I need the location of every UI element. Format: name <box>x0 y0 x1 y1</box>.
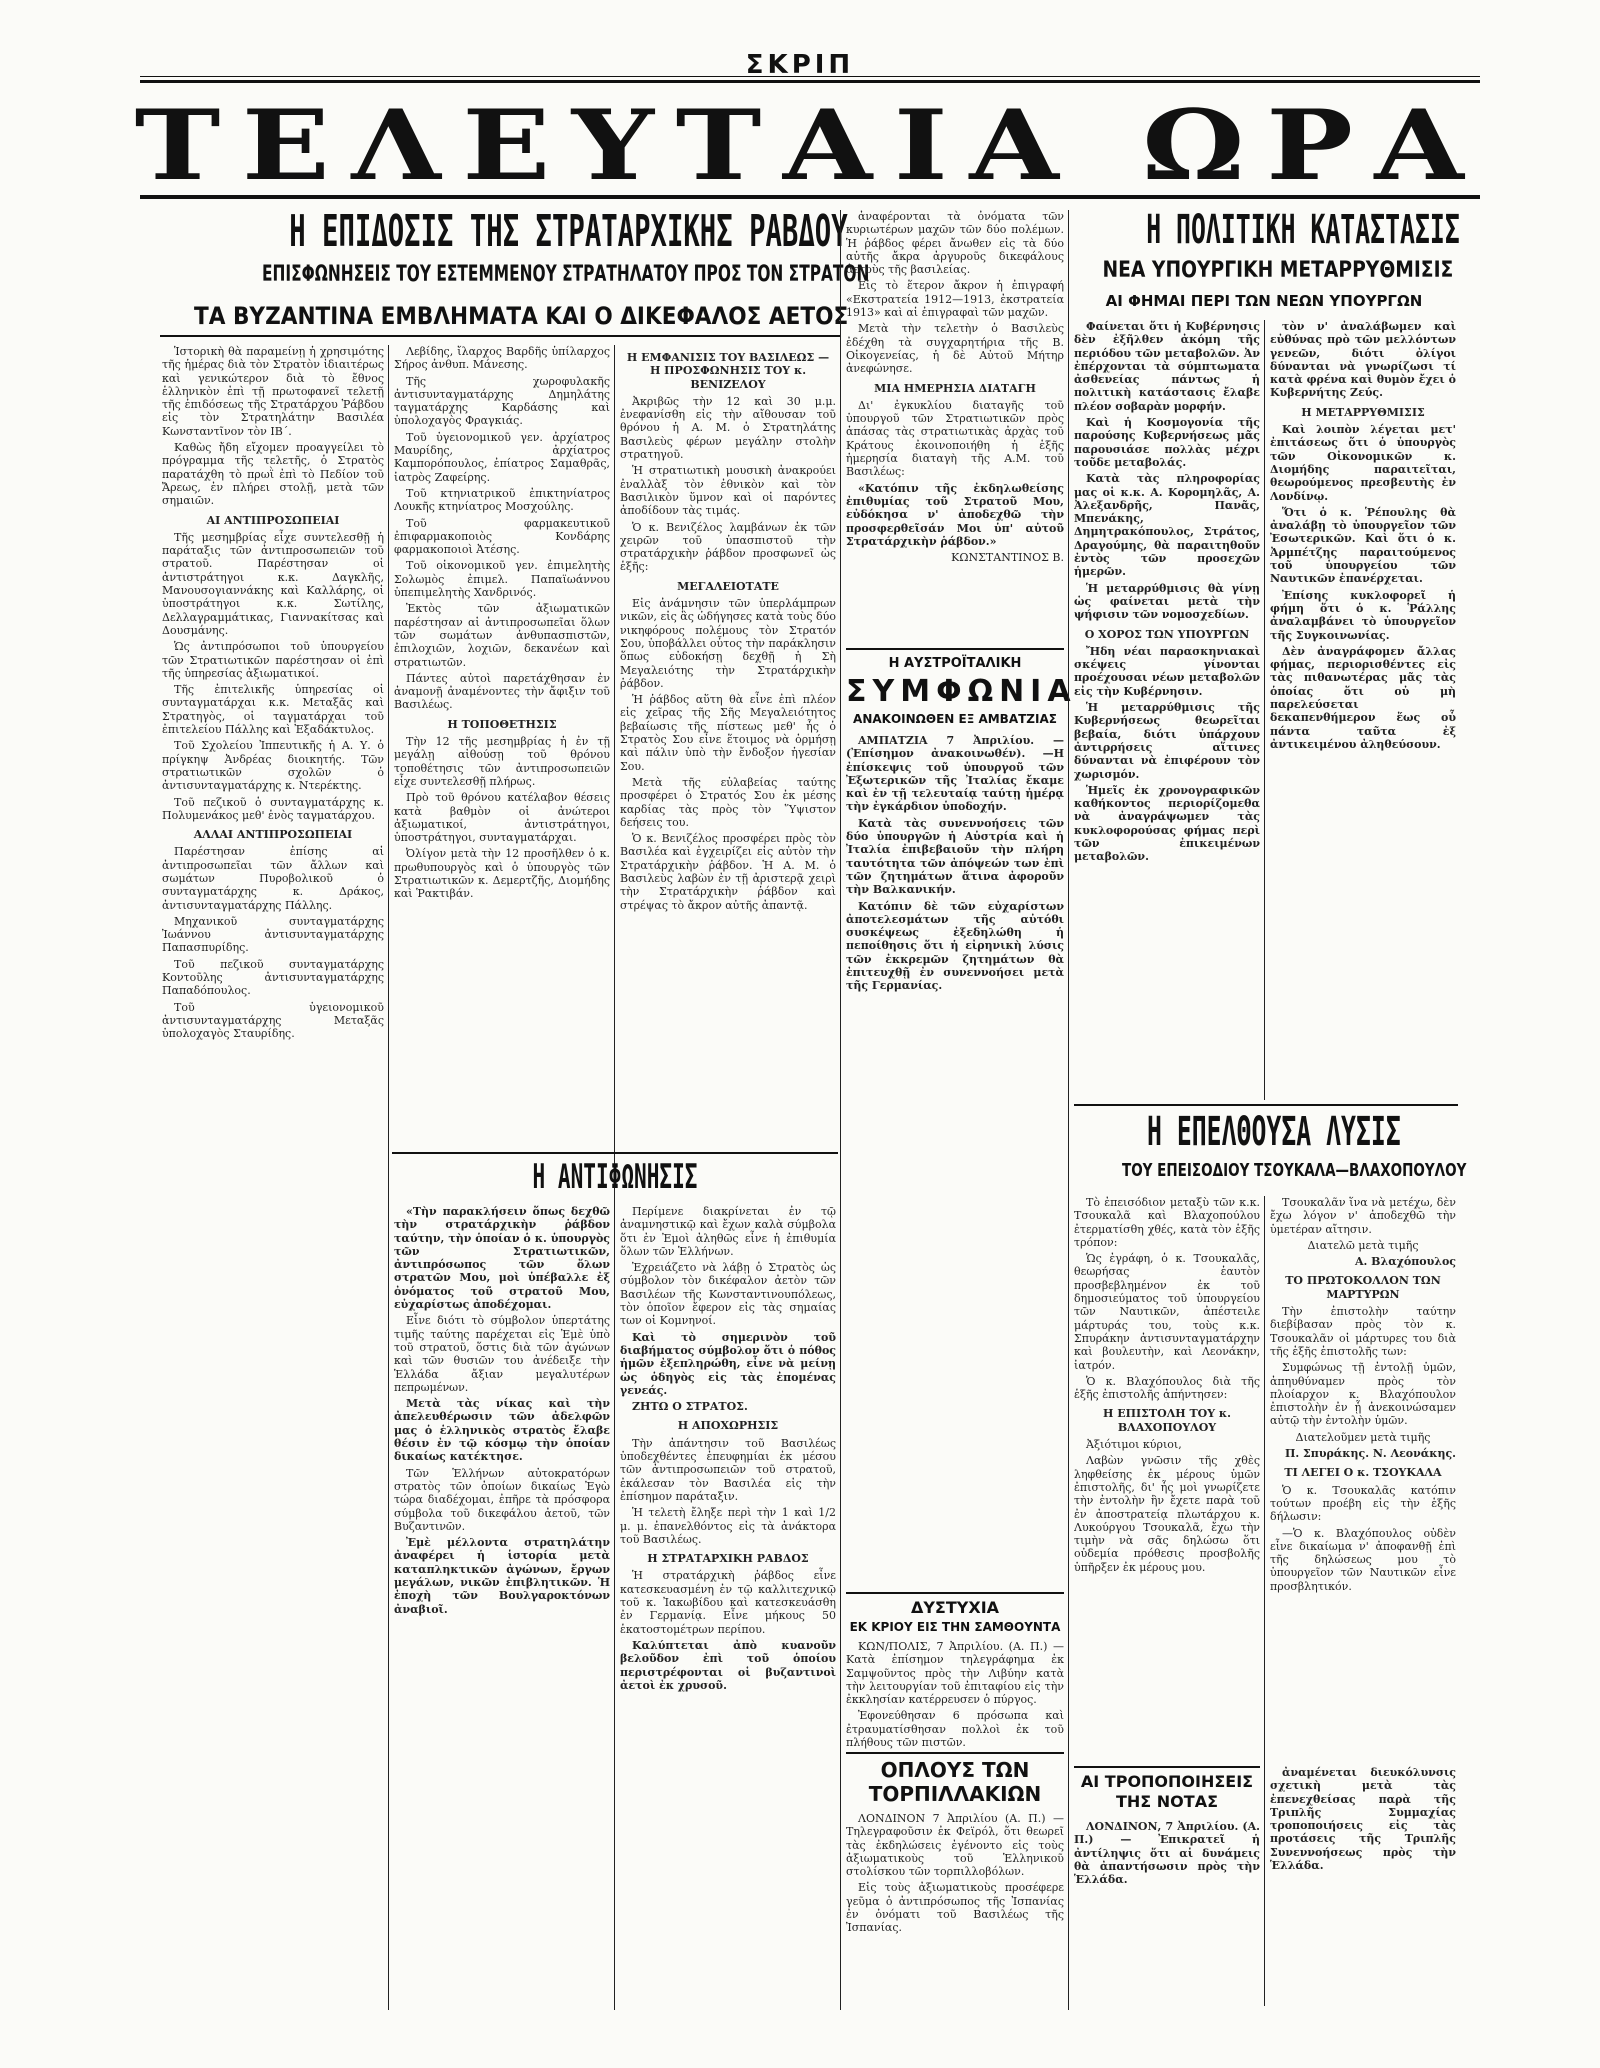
paragraph: Τὴν ἀπάντησιν τοῦ Βασιλέως ὑποδεχθέντες ἐπευφημίαι ἐκ μέσου τῶν ἀντιπροσωπειῶν τοῦ στρατοῦ, ἐκάλεσαν τὸν Βασιλέα εἰς τὴν ἐπίσημον παράταξιν. <box>620 1436 836 1503</box>
paragraph: Τοῦ Σχολείου Ἰππευτικῆς ἡ Α. Υ. ὁ πρίγκηψ Ἀνδρέας διοικητής. Τῶν στρατιωτικῶν σχολῶν ὁ ἀντισυνταγματάρχης κ. Ντερέκτης. <box>162 739 384 793</box>
paragraph: Λεβίδης, ἴλαρχος Βαρδῆς ὑπίλαρχος Σήρος ἀνθυπ. Μάνεσης. <box>394 345 610 372</box>
paragraph: Ἀξιότιμοι κύριοι, <box>1086 1438 1182 1452</box>
agreement-kicker: Η ΑΥΣΤΡΟΪΤΑΛΙΚΗ <box>888 656 1022 671</box>
antifonisis-headline: Η ΑΝΤΙΦΩΝΗΣΙΣ <box>532 1157 698 1197</box>
paragraph: Ἐκτὸς τῶν ἀξιωματικῶν παρέστησαν αἱ ἀντιπροσωπεῖαι ὅλων τῶν σωμάτων ἀνθυπασπιστῶν, ἐπιλοχιῶν, λοχιῶν, δεκανέων καὶ στρατιωτῶν. <box>394 602 610 669</box>
section-heading: Η ΕΜΦΑΝΙΣΙΣ ΤΟΥ ΒΑΣΙΛΕΩΣ — Η ΠΡΟΣΦΩΝΗΣΙΣ ΤΟΥ κ. ΒΕΝΙΖΕΛΟΥ <box>626 351 830 391</box>
politics-subdeck: ΑΙ ΦΗΜΑΙ ΠΕΡΙ ΤΩΝ ΝΕΩΝ ΥΠΟΥΡΓΩΝ <box>1105 292 1423 310</box>
torpedo-rule <box>846 1752 1064 1754</box>
lead-deck-wrap <box>160 262 870 287</box>
paragraph: Τῆς ἐπιτελικῆς ὑπηρεσίας οἱ συνταγματάρχαι κ.κ. Μεταξᾶς καὶ Στρατηγὸς, οἱ ταγματάρχαι τοῦ ἐπιτελείου Πάλλης καὶ Ἐξαδάκτυλος. <box>162 683 384 737</box>
signature: Α. Βλαχόπουλος <box>1354 1255 1456 1269</box>
section-heading: ΑΙ ΑΝΤΙΠΡΟΣΩΠΕΙΑΙ <box>206 513 340 527</box>
paragraph: ΑΜΠΑΤΖΙΑ 7 Ἀπριλίου. — (Ἐπίσημον ἀνακοινωθέν). —Η ἐπίσκεψις τοῦ ὑπουργοῦ τῶν Ἐξωτερικῶν τῆς Ἰταλίας ἔκαμε καὶ ἐν τῇ τελευταίᾳ ταύτῃ ἡμέρᾳ τὴν ἐγκάρδιον ὑποδοχήν. <box>846 734 1064 814</box>
lead-subdeck-wrap <box>160 302 849 330</box>
paragraph: Ὁ κ. Τσουκαλᾶς κατόπιν τούτων προέβη εἰς τὴν ἑξῆς δήλωσιν: <box>1270 1483 1456 1524</box>
politics-deck: ΝΕΑ ΥΠΟΥΡΓΙΚΗ ΜΕΤΑΡΡΥΘΜΙΣΙΣ <box>1102 258 1454 283</box>
paragraph: Ἡ στρατάρχικὴ ῥάβδος εἶνε κατεσκευασμένη ἐν τῷ καλλιτεχνικῷ τοῦ κ. Ἰακωβίδου καὶ κατεσκευάσθη ἐν Γερμανίᾳ. Εἶνε μήκους 50 ἑκατοστομέτρων περίπου. <box>620 1569 836 1636</box>
paragraph: Μετὰ τὴν τελετὴν ὁ Βασιλεὺς ἐδέχθη τὰ συγχαρητήρια τῆς Β. Οἰκογενείας, ἡ δὲ Αὐτοῦ Μήτηρ ἀνεφώνησε. <box>846 322 1064 376</box>
section-heading: ΜΕΓΑΛΕΙΟΤΑΤΕ <box>677 579 779 593</box>
paragraph: Μετὰ τῆς εὐλαβείας ταύτης προσφέρει ὁ Στρατός Σου ἐκ μέσης καρδίας τὰς πρὸς τὸν Ὕψιστον δεήσεις του. <box>620 775 836 829</box>
paragraph: Εἰς τὸ ἕτερον ἄκρον ἡ ἐπιγραφή «Εκστρατεία 1912—1913, ἐκστρατεία 1913» καὶ αἱ ἐπιγραφαὶ τῶν μαχῶν. <box>846 279 1064 320</box>
paragraph: ἀναμένεται διευκόλυνσις σχετικὴ μετὰ τὰς ἐπενεχθείσας παρὰ τῆς Τριπλῆς Συμμαχίας τροποποιήσεις εἰς τὰς προτάσεις τῆς Τριπλῆς Συνεννοήσεως πρὸς τὴν Ἑλλάδα. <box>1270 1766 1456 1873</box>
agreement-headline: ΣΥΜΦΩΝΙΑ <box>846 674 1077 709</box>
paragraph: Κατόπιν δὲ τῶν εὐχαρίστων ἀποτελεσμάτων τῆς αὐτόθι συσκέψεως ἐξεδηλώθη ἡ πεποίθησις ὅτι ἡ εἰρηνικὴ λύσις τῶν ἐκκρεμῶν ζητημάτων θὰ ἐπιτευχθῇ ἐν συνεννοήσει μετὰ τῆς Γερμανίας. <box>846 899 1064 993</box>
lead-rule <box>160 335 840 337</box>
section-heading: Ο ΧΟΡΟΣ ΤΩΝ ΥΠΟΥΡΓΩΝ <box>1084 627 1250 641</box>
paragraph: —Ὁ κ. Βλαχόπουλος οὐδὲν εἶνε δικαίωμα ν' ἀποφανθῇ ἐπὶ τῆς δηλώσεως μου τὸ ὑπουργεῖον τῶν Ναυτικῶν εἶνε προσβλητικόν. <box>1270 1526 1456 1593</box>
section-heading: Η ΤΟΠΟΘΕΤΗΣΙΣ <box>447 717 557 731</box>
paragraph: Ἱστορικὴ θὰ παραμείνῃ ἡ χρησιμότης τῆς ἡμέρας διὰ τὸν Στρατὸν ἰδιαιτέρως καὶ γενικώτερον διὰ τὸ ἔθνος ἑλληνικὸν ἐπὶ τῇ πρωτοφανεῖ τελετῇ τῆς ἐπιδόσεως τῆς Στρατάρχου Ῥάβδου εἰς τὸν Στρατηλάτην Βασιλέα Κωνσταντῖνον τὸν ΙΒ΄. <box>162 345 384 438</box>
solution-headline: Η ΕΠΕΛΘΟΥΣΑ ΛΥΣΙΣ <box>1146 1109 1401 1155</box>
paragraph: Ὁ κ. Βενιζέλος προσφέρει πρὸς τὸν Βασιλέα καὶ ἐγχειρίζει εἰς αὐτὸν τὴν Στρατάρχικὴν ῥάβδον. Ἡ Α. Μ. ὁ Βασιλεὺς λαβὼν ἐν τῇ ἀριστερᾷ χειρὶ τὴν Στρατάρχικὴν ῥάβδον καὶ στρέψας τὸ ἄκρον αὐτῆς ἀπαντᾷ. <box>620 832 836 912</box>
paragraph: ΚΩΝ/ΠΟΛΙΣ, 7 Ἀπριλίου. (Α. Π.) — Κατὰ ἐπίσημον τηλεγράφημα ἐκ Σαμψοῦντος πρὸς τὴν Λιβύην κατὰ τὴν λειτουργίαν τοῦ ἐπιταφίου εἰς τὴν ἐκκλησίαν κατέρρευσεν ὁ πύργος. <box>846 1640 1064 1707</box>
paragraph: Κατὰ τὰς πληροφορίας μας οἱ κ.κ. Α. Κορομηλᾶς, Α. Ἀλεξανδρῆς, Πανᾶς, Μπενάκης, Δημητρακόπουλος, Στράτος, Δραγούμης, θὰ παραιτηθοῦν ἐντὸς τῶν προσεχῶν ἡμερῶν. <box>1074 472 1260 579</box>
lead-column-1 <box>162 345 384 2010</box>
paragraph: Τοῦ κτηνιατρικοῦ ἐπικτηνίατρος Λουκῆς κτηνίατρος Μοσχούλης. <box>394 486 610 514</box>
solution-column-1 <box>1074 1196 1260 1756</box>
politics-column-1 <box>1074 320 1260 1100</box>
section-heading: Η ΑΠΟΧΩΡΗΣΙΣ <box>677 1419 779 1433</box>
paragraph: Ὅτι ὁ κ. Ῥέπουλης θὰ ἀναλάβῃ τὸ ὑπουργεῖον τῶν Ἐσωτερικῶν. Καὶ ὅτι ὁ κ. Ἀρμπέτζης παραιτούμενος τοῦ ὑπουργείου τῶν Ναυτικῶν ἐπανέρχεται. <box>1270 505 1456 586</box>
banner-rule-top <box>140 76 1480 77</box>
tropopoiiseis-headline: ΑΙ ΤΡΟΠΟΠΟΙΗΣΕΙΣ ΤΗΣ ΝΟΤΑΣ <box>1080 1772 1254 1811</box>
section-heading: ΤΟ ΠΡΩΤΟΚΟΛΛΟΝ ΤΩΝ ΜΑΡΤΥΡΩΝ <box>1285 1274 1441 1301</box>
section-heading: Η ΜΕΤΑΡΡΥΘΜΙΣΙΣ <box>1301 405 1425 419</box>
paragraph: Ὡς ἀντιπρόσωποι τοῦ ὑπουργείου τῶν Στρατιωτικῶν παρέστησαν οἱ ἐπὶ τῆς ὑπηρεσίας ἀξιωματικοί. <box>162 640 384 680</box>
section-heading: ΤΙ ΛΕΓΕΙ Ο κ. ΤΣΟΥΚΑΛΑ <box>1284 1466 1442 1480</box>
tropopoiiseis-body-1 <box>1074 1820 1260 2010</box>
paragraph: Ἡ στρατιωτικὴ μουσικὴ ἀνακρούει ἐναλλὰξ τὸν ἐθνικὸν καὶ τὸν Βασιλικὸν ὕμνον καὶ οἱ παρόντες ἀποδίδουν τὰς τιμάς. <box>620 464 836 518</box>
paragraph: Εἰς τοὺς ἀξιωματικοὺς προσέφερε γεῦμα ὁ ἀντιπρόσωπος τῆς Ἰσπανίας ἐν ὀνόματι τοῦ Βασιλέως τῆς Ἰσπανίας. <box>846 1881 1064 1935</box>
paragraph: ΖΗΤΩ Ο ΣΤΡΑΤΟΣ. <box>632 1400 748 1414</box>
antifonisis-column-2 <box>620 1205 836 2010</box>
paragraph: Τὴν 12 τῆς μεσημβρίας ἡ ἐν τῇ μεγάλῃ αἰθούσῃ τοῦ θρόνου τοποθέτησις τῶν ἀντιπροσωπειῶν εἶχε συντελεσθῇ πλήρως. <box>394 735 610 788</box>
politics-headline: Η ΠΟΛΙΤΙΚΗ ΚΑΤΑΣΤΑΣΙΣ <box>1146 207 1460 253</box>
paragraph: Δὲν ἀναγράφομεν ἄλλας φήμας, περιορισθέντες εἰς τὰς πιθανωτέρας μᾶς τὰς ὁποίας ὅτι οὐ μὴ παρελεύσεται δεκαπενθήμερον ἕως οὗ πάντα ταῦτα ἐξ ἀντικειμένου ἀληθεύσουν. <box>1270 644 1456 751</box>
paragraph: Ὁ κ. Βλαχόπουλος διὰ τῆς ἑξῆς ἐπιστολῆς ἀπήντησεν: <box>1074 1374 1260 1402</box>
agreement-deck: ΑΝΑΚΟΙΝΩΘΕΝ ΕΞ ΑΜΒΑΤΖΙΑΣ <box>853 712 1057 726</box>
solution-deck-wrap <box>1074 1160 1467 1181</box>
paragraph: Ὀλίγον μετὰ τὴν 12 προσῆλθεν ὁ κ. πρωθυπουργὸς καὶ ὁ ὑπουργὸς τῶν Στρατιωτικῶν κ. Δεμερτζῆς, Διομήδης καὶ Ῥακτιβάν. <box>394 847 610 901</box>
antifonisis-rule <box>392 1152 838 1154</box>
antifonisis-headline-wrap <box>392 1157 838 1197</box>
tropopoiiseis-rule <box>1074 1766 1260 1768</box>
paragraph: Τοῦ ὑγειονομικοῦ γεν. ἀρχίατρος Μαυρίδης, ἀρχίατρος Καμπορόπουλος, ἐπίατρος Σαμαθρᾶς, ἰατρὸς Ζαφείρης. <box>394 430 610 484</box>
section-heading: ΜΙΑ ΗΜΕΡΗΣΙΑ ΔΙΑΤΑΓΗ <box>874 381 1036 395</box>
paragraph: Φαίνεται ὅτι ἡ Κυβέρνησις δὲν ἐξῆλθεν ἀκόμη τῆς περιόδου τῶν μεταβολῶν. Ἀν ἐπέρχονται τὰ σύμπτωματα ἀσθενείας πάντως ἡ πολιτικὴ κατάστασις ἔλαβε πλέον σοβαρὰν μορφήν. <box>1074 320 1260 413</box>
paragraph: Πάντες αὐτοὶ παρετάχθησαν ἐν ἀναμονῇ ἀναμένοντες τὴν ἄφιξιν τοῦ Βασιλέως. <box>394 671 610 712</box>
paragraph: Δι' ἐγκυκλίου διαταγῆς τοῦ ὑπουργοῦ τῶν Στρατιωτικῶν πρὸς ἁπάσας τὰς στρατιωτικὰς ἀρχὰς τοῦ Κράτους ἐκοινοποιήθη ἡ ἑξῆς ἡμερησία διαταγὴ τῆς Α.Μ. τοῦ Βασιλέως: <box>846 398 1064 479</box>
paragraph: Καὶ λοιπὸν λέγεται μετ' ἐπιτάσεως ὅτι ὁ ὑπουργὸς τῶν Οἰκονομικῶν κ. Διομήδης παραιτεῖται, θεωρούμενος πρεσβευτὴς ἐν Λονδίνῳ. <box>1270 423 1456 503</box>
solution-column-2 <box>1270 1196 1456 1756</box>
solution-deck: ΤΟΥ ΕΠΕΙΣΟΔΙΟΥ ΤΣΟΥΚΑΛΑ—ΒΛΑΧΟΠΟΥΛΟΥ <box>1122 1160 1467 1181</box>
paragraph: Ὡς ἐγράφη, ὁ κ. Τσουκαλᾶς, θεωρήσας ἑαυτὸν προσβεβλημένον ἐκ τοῦ δημοσιεύματος τοῦ ὑπουργείου τῶν Ναυτικῶν, ἀπέστειλε μάρτυράς του, τοὺς κ.κ. Σπυράκην ἀντισυνταγματάρχην καὶ βουλευτὴν, καὶ Λεονάκην, ἰατρόν. <box>1074 1252 1260 1372</box>
paragraph: Εἰς ἀνάμνησιν τῶν ὑπερλάμπρων νικῶν, εἰς ἃς ὡδήγησες κατὰ τοὺς δύο νικηφόρους πολέμους τὸν Στρατόν Σου, ὑποβάλλει οὗτος τὴν παράκλησιν ὅπως εὐδοκήσῃ δεχθῇ ἡ Σὴ Μεγαλειότης τὴν Στρατάρχικὴν ῥάβδον. <box>620 597 836 690</box>
paragraph: Ἡ μεταρρύθμισις θὰ γίνῃ ὡς φαίνεται μετὰ τὴν ψήφισιν τῶν νομοσχεδίων. <box>1074 581 1260 622</box>
dystychia-deck: ΕΚ ΚΡΙΟΥ ΕΙΣ ΤΗΝ ΣΑΜΘΟΥΝΤΑ <box>849 1620 1061 1634</box>
paragraph: Μετὰ τὰς νίκας καὶ τὴν ἀπελευθέρωσιν τῶν ἀδελφῶν μας ὁ ἑλληνικὸς στρατὸς ἔλαβε θέσιν ἐν τῷ κόσμῳ τὴν ὁποίαν δικαίως κατέκτησε. <box>394 1397 610 1464</box>
paragraph: Τοῦ φαρμακευτικοῦ ἐπιφαρμακοποιὸς Κονδάρης φαρμακοποιοὶ Ἀτέσης. <box>394 516 610 557</box>
paragraph: Περίμενε διακρίνεται ἐν τῷ ἀναμνηστικῷ καὶ ἔχων καλὰ σύμβολα ὅτι ἐν Ἐμοὶ ἀληθῶς εἶνε ἡ ἐπιθυμία ὅλων τῶν Ἑλλήνων. <box>620 1205 836 1258</box>
paragraph: Τῆς χωροφυλακῆς ἀντισυνταγματάρχης Δημηλάτης ταγματάρχης Καρδάσης καὶ ὑπολοχαγὸς Φραγκιάς. <box>394 374 610 428</box>
lead-column-3 <box>620 345 836 1145</box>
paragraph: Ἐχρειάζετο νὰ λάβῃ ὁ Στρατὸς ὡς σύμβολον τὸν δικέφαλον ἀετὸν τῶν Βασιλέων τῆς Κωνσταντινουπόλεως, τὸν ὁποῖον ἔφερον εἰς τὰς σημαίας των οἱ Κομνηνοί. <box>620 1261 836 1328</box>
tropopoiiseis-body-2 <box>1270 1766 1456 2010</box>
section-heading: Η ΕΠΙΣΤΟΛΗ ΤΟΥ κ. ΒΛΑΧΟΠΟΥΛΟΥ <box>1103 1407 1231 1434</box>
lead-subdeck: ΤΑ ΒΥΖΑΝΤΙΝΑ ΕΜΒΛΗΜΑΤΑ ΚΑΙ Ο ΔΙΚΕΦΑΛΟΣ ΑΕΤΟΣ <box>194 302 849 330</box>
paragraph: ΛΟΝΔΙΝΟΝ, 7 Ἀπριλίου. (Α. Π.) — Ἐπικρατεῖ ἡ ἀντίληψις ὅτι αἱ δυνάμεις θὰ ἀπαντήσωσιν πρὸς τὴν Ἑλλάδα. <box>1074 1820 1260 1887</box>
section-heading: ΑΛΛΑΙ ΑΝΤΙΠΡΟΣΩΠΕΙΑΙ <box>193 828 353 842</box>
lead-deck: ΕΠΙΣΦΩΝΗΣΕΙΣ ΤΟΥ ΕΣΤΕΜΜΕΝΟΥ ΣΤΡΑΤΗΛΑΤΟΥ ΠΡΟΣ ΤΟΝ ΣΤΡΑΤΟΝ <box>262 262 870 287</box>
politics-headline-wrap <box>1074 207 1460 253</box>
paragraph: Μηχανικοῦ συνταγματάρχης Ἰωάννου ἀντισυνταγματάρχης Παπασπυρίδης. <box>162 914 384 955</box>
dystychia-headline: ΔΥΣΤΥΧΙΑ <box>910 1598 1000 1617</box>
torpedo-headline: ΟΠΛΟΥΣ ΤΩΝ ΤΟΡΠΙΛΛΑΚΙΩΝ <box>868 1758 1042 1806</box>
paragraph: τὸν ν' ἀναλάβωμεν καὶ εὐθύνας πρὸ τῶν μελλόντων γενεῶν, διότι ὀλίγοι δύνανται νὰ γνωρίζωσι τί κατὰ φρένα καὶ θυμὸν ἔχει ὁ Κυβερνήτης Ζεύς. <box>1270 320 1456 400</box>
banner-title: ΤΕΛΕΥΤΑΙΑ ΩΡΑ <box>134 89 1486 202</box>
paragraph: Εἶνε διότι τὸ σύμβολον ὑπερτάτης τιμῆς ταύτης παρέχεται εἰς Ἐμὲ ὑπὸ τοῦ στρατοῦ, ὅστις διὰ τῶν ἀγώνων καὶ τῶν θυσιῶν του ἀνέδειξε τὴν Ἑλλάδα ἄξιαν μεγαλυτέρων πεπρωμένων. <box>394 1314 610 1394</box>
lead-column-2 <box>394 345 610 1145</box>
torpedo-body <box>846 1812 1064 2012</box>
paragraph: Τῆς μεσημβρίας εἶχε συντελεσθῇ ἡ παράταξις τῶν ἀντιπροσωπειῶν τοῦ στρατοῦ. Παρέστησαν οἱ ἀντιστράτηγοι κ.κ. Δαγκλῆς, Μανουσογιαννάκης καὶ Καλλάρης, οἱ ὑποστράτηγοι κ.κ. Σωτίλης, Δελλαγραμμάτικας, Γιαννακίτσας καὶ Δουσμάνης. <box>162 530 384 637</box>
paragraph: Συμφώνως τῇ ἐντολῇ ὑμῶν, ἀπηυθύναμεν πρὸς τὸν πλοίαρχον κ. Βλαχόπουλον ἐπιστολὴν ἐν ᾗ ἀνεκοινώσαμεν αὐτῷ τὴν ἐντολὴν ὑμῶν. <box>1270 1361 1456 1428</box>
lead-headline: Η ΕΠΙΔΟΣΙΣ ΤΗΣ ΣΤΡΑΤΑΡΧΙΚΗΣ ΡΑΒΔΟΥ <box>289 206 848 257</box>
paragraph: Ὁ κ. Βενιζέλος λαμβάνων ἐκ τῶν χειρῶν τοῦ ὑπασπιστοῦ τὴν στρατάρχικὴν ῥάβδον προσφωνεῖ ὡς ἑξῆς: <box>620 520 836 574</box>
paragraph: Ἀκριβῶς τὴν 12 καὶ 30 μ.μ. ἐνεφανίσθη εἰς τὴν αἴθουσαν τοῦ θρόνου ἡ Α. Μ. ὁ Στρατηλάτης Βασιλεὺς φέρων μεγάλην στολὴν στρατηγοῦ. <box>620 394 836 462</box>
paragraph: Ἡμεῖς ἐκ χρονογραφικῶν καθήκοντος περιορίζομεθα νὰ ἀναγράψωμεν τὰς κυκλοφορούσας φήμας περὶ τῶν ἐπικειμένων μεταβολῶν. <box>1074 783 1260 864</box>
paragraph: Τὸ ἐπεισόδιον μεταξὺ τῶν κ.κ. Τσουκαλᾶ καὶ Βλαχοπούλου ἐτερματίσθη χθές, κατὰ τὸν ἑξῆς τρόπον: <box>1074 1196 1260 1249</box>
column-rule <box>388 345 389 2010</box>
paragraph: «Κατόπιν τῆς ἐκδηλωθείσης ἐπιθυμίας τοῦ Στρατοῦ Μου, εὐδόκησα ν' ἀποδεχθῶ τὴν προσφερθεῖσάν Μοι ὑπ' αὐτοῦ Στρατάρχικὴν ῥάβδον.» <box>846 481 1064 548</box>
paragraph: Καὶ ἡ Κοσμογονία τῆς παρούσης Κυβερνήσεως μᾶς παρουσιάσε πολλὰς μέχρι τοῦδε μεταβολάς. <box>1074 416 1260 469</box>
section-heading: Η ΣΤΡΑΤΑΡΧΙΚΗ ΡΑΒΔΟΣ <box>647 1552 809 1566</box>
closing: Διατελοῦμεν μετὰ τιμῆς <box>1295 1430 1431 1444</box>
antifonisis-column-1 <box>394 1205 610 2010</box>
paragraph: Πρὸ τοῦ θρόνου κατέλαβον θέσεις κατὰ βαθμὸν οἱ ἀνώτεροι ἀξιωματικοί, ἀντιστράτηγοι, ὑποστράτηγοι, συνταγματάρχαι. <box>394 791 610 845</box>
dystychia-rule <box>846 1592 1064 1594</box>
column-4-top <box>846 210 1064 640</box>
paragraph: Τῶν Ἑλλήνων αὐτοκρατόρων στρατὸς τῶν ὁποίων δικαίως Ἐγὼ τώρα διαδέχομαι, ἐπῆρε τὰ πρόσφορα σύμβολα τοῦ δικεφάλου ἀετοῦ, τῶν Βυζαντινῶν. <box>394 1466 610 1533</box>
column-rule <box>1264 320 1265 1100</box>
agreement-body <box>846 734 1064 1164</box>
solution-headline-wrap <box>1074 1109 1458 1155</box>
lead-headline-wrap <box>160 206 848 257</box>
paper-name: ΣΚΡΙΠ <box>745 50 855 80</box>
signature: Π. Σπυράκης. Ν. Λεονάκης. <box>1284 1447 1456 1461</box>
paragraph: Τὴν ἐπιστολὴν ταύτην διεβίβασαν πρὸς τὸν κ. Τσουκαλᾶν οἱ μάρτυρες του διὰ τῆς ἑξῆς ἐπιστολῆς των: <box>1270 1305 1456 1358</box>
paragraph: Καὶ τὸ σημερινὸν τοῦ διαβήματος σύμβολον ὅτι ὁ πόθος ἡμῶν ἐξεπληρώθη, εἶνε νὰ μείνῃ ὡς ὁδηγὸς εἰς τὰς ἐπομένας γενεάς. <box>620 1330 836 1397</box>
paragraph: Τοῦ οἰκονομικοῦ γεν. ἐπιμελητὴς Σολωμὸς ἐπιμελ. Παπαϊωάννου ὑπεπιμελητὴς Χανδρινός. <box>394 559 610 600</box>
paragraph: Τοῦ πεζικοῦ συνταγματάρχης Κοντοῦλης ἀντισυνταγματάρχης Παπαδόπουλος. <box>162 957 384 998</box>
solution-rule <box>1074 1104 1458 1106</box>
column-rule <box>840 210 841 2010</box>
paragraph: Ἤδη νέαι παρασκηνιακαὶ σκέψεις γίνονται προέχουσαι νέων μεταβολῶν εἰς τὴν Κυβέρνησιν. <box>1074 644 1260 698</box>
paragraph: Καλύπτεται ἀπὸ κυανοῦν βελοῦδον ἐπὶ τοῦ ὁποίου περιστρέφονται οἱ βυζαντινοὶ ἀετοὶ ἐκ χρυσοῦ. <box>620 1638 836 1692</box>
agreement-rule <box>846 648 1064 650</box>
paragraph: Ἐμὲ μέλλοντα στρατηλάτην ἀναφέρει ἡ ἱστορία μετὰ καταπληκτικῶν ἀγώνων, ἔργων μεγάλων, νικῶν ἐπιβλητικῶν. Ἡ ἐποχὴ τῶν Βουλγαροκτόνων ἀναβιοῖ. <box>394 1536 610 1616</box>
paragraph: Ἡ μεταρρύθμισις τῆς Κυβερνήσεως θεωρεῖται βεβαία, διότι ὑπάρχουν ἀντιρρήσεις αἵτινες δύνανται νὰ ἐπιφέρουν τὸν χωρισμόν. <box>1074 701 1260 781</box>
paragraph: ΛΟΝΔΙΝΟΝ 7 Ἀπριλίου (Α. Π.) — Τηλεγραφοῦσιν ἐκ Φεϊρόλ, ὅτι θεωρεῖ τὰς ἐκδηλώσεις ἐγένοντο εἰς τοὺς ἀξιωματικοὺς τοῦ Ἑλληνικοῦ στολίσκου τῶν τορπιλλοβόλων. <box>846 1812 1064 1879</box>
paragraph: Παρέστησαν ἐπίσης αἱ ἀντιπροσωπεῖαι τῶν ἄλλων καὶ σωμάτων Πυροβολικοῦ ὁ συνταγματάρχης κ. Δράκος, ἀντισυνταγματάρχης Πάλλης. <box>162 845 384 912</box>
paragraph: Τσουκαλᾶν ἵνα νὰ μετέχω, δὲν ἔχω λόγον ν' ἀποδεχθῶ τὴν ὑμετέραν αἴτησιν. <box>1270 1196 1456 1236</box>
banner-rule-bottom <box>140 198 1480 199</box>
paragraph: «Τὴν παρακλήσειν ὅπως δεχθῶ τὴν στρατάρχικὴν ῥάβδον ταύτην, τὴν ὁποίαν ὁ κ. ὑπουργὸς τῶν Στρατιωτικῶν, ἀντιπρόσωπος τῶν ὅλων στρατῶν Μου, μοὶ ὑπέβαλλε ἐξ ὀνόματος τοῦ στρατοῦ Μου, εὐχαρίστως ἀποδέχομαι. <box>394 1205 610 1312</box>
paragraph: Ἐφονεύθησαν 6 πρόσωπα καὶ ἐτραυματίσθησαν πολλοὶ ἐκ τοῦ πλήθους τῶν πιστῶν. <box>846 1709 1064 1750</box>
paragraph: Τοῦ ὑγειονομικοῦ ἀντισυνταγματάρχης Μεταξᾶς ὑπολοχαγὸς Σταυρίδης. <box>162 1000 384 1041</box>
paragraph: Λαβὼν γνῶσιν τῆς χθὲς ληφθείσης ἐκ μέρους ὑμῶν ἐπιστολῆς, δι' ἧς μοὶ γνωρίζετε τὴν ἐντολὴν ἣν ἔχετε παρὰ τοῦ ἐν ἀποστρατείᾳ πλωτάρχου κ. Λυκούργου Τσουκαλᾶ, ἔχω τὴν τιμὴν νὰ σᾶς δηλώσω ὅτι οὐδεμία πρόθεσις προσβολῆς ὑπῆρξεν ἐκ μέρους μου. <box>1074 1454 1260 1574</box>
column-rule <box>1068 210 1069 2010</box>
paragraph: Κατὰ τὰς συνεννοήσεις τῶν δύο ὑπουργῶν ἡ Αὐστρία καὶ ἡ Ἰταλία ἐπιβεβαιοῦν τὴν πλήρη ταυτότητα τῶν ἀπόψεών των ἐπὶ τῶν ζητημάτων ἅτινα ἀφοροῦν τὴν Βαλκανικήν. <box>846 816 1064 897</box>
paragraph: Ἐπίσης κυκλοφορεῖ ἡ φήμη ὅτι ὁ κ. Ῥάλλης ἀναλαμβάνει τὸ ὑπουργεῖον τῆς Συγκοινωνίας. <box>1270 588 1456 642</box>
paragraph: Καθὼς ἤδη εἴχομεν προαγγείλει τὸ πρόγραμμα τῆς τελετῆς, ὁ Στρατὸς παρατάχθη τὸ πρωῒ ἐπὶ τὸ Πεδίον τοῦ Ἄρεως, ἐν πλήρει στολῇ, μετὰ τῶν σημαιῶν. <box>162 441 384 508</box>
closing: Διατελῶ μετὰ τιμῆς <box>1307 1238 1419 1252</box>
section-banner <box>134 80 1486 202</box>
dystychia-body <box>846 1640 1064 1750</box>
paragraph: ἀναφέρονται τὰ ὀνόματα τῶν κυριωτέρων μαχῶν τῶν δύο πολέμων. Ἡ ῥάβδος φέρει ἄνωθεν εἰς τὰ δύο αὐτῆς ἄκρα ἀργυροῦς δικεφάλους ἀετοὺς τῆς βασιλείας. <box>846 210 1064 277</box>
column-rule <box>1264 1196 1265 2006</box>
paragraph: Τοῦ πεζικοῦ ὁ συνταγματάρχης κ. Πολυμενάκος μεθ' ἑνὸς ταγματάρχου. <box>162 795 384 822</box>
signature: ΚΩΝΣΤΑΝΤΙΝΟΣ Β. <box>951 551 1064 565</box>
politics-deck-wrap <box>1074 258 1454 283</box>
paragraph: Ἡ τελετὴ ἔληξε περὶ τὴν 1 καὶ 1/2 μ. μ. ἐπανελθόντος εἰς τὰ ἀνάκτορα τοῦ Βασιλέως. <box>620 1506 836 1546</box>
paragraph: Ἡ ῥάβδος αὕτη θὰ εἶνε ἐπὶ πλέον εἰς χεῖρας τῆς Σῆς Μεγαλειότητος βεβαίωσις τῆς πίστεως μεθ' ἧς ὁ Στρατὸς Σου εἶνε ἕτοιμος νὰ ὁρμήσῃ καὶ πάλιν ὑπὸ τὴν ἔνδοξον ἡγεσίαν Σου. <box>620 693 836 773</box>
politics-column-2 <box>1270 320 1456 1100</box>
